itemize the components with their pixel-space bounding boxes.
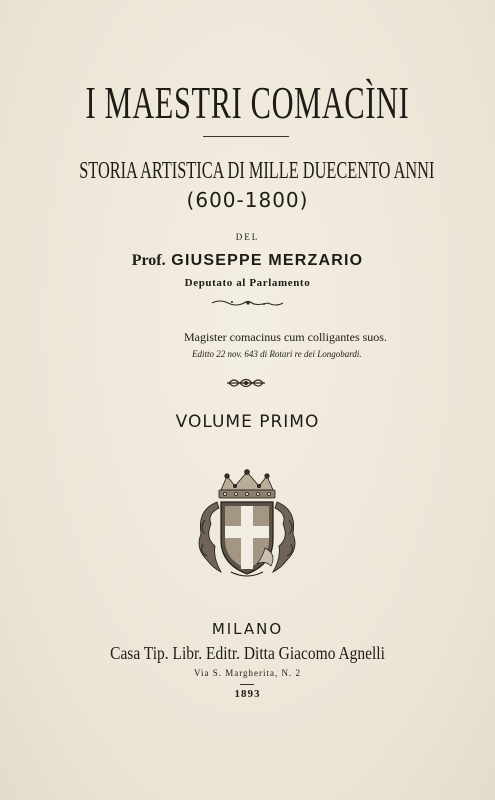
title-rule (203, 136, 289, 137)
imprint-address: Via S. Margherita, N. 2 (193, 668, 302, 678)
author-line (0, 252, 495, 270)
year-rule (240, 684, 254, 685)
date-range: (600-1800) (186, 188, 309, 212)
book-subtitle: STORIA ARTISTICA DI MILLE DUECENTO ANNI (79, 158, 435, 184)
imprint-city: MILANO (211, 620, 284, 638)
author-name: GIUSEPPE MERZARIO (171, 252, 364, 269)
motto-source: Editto 22 nov. 643 di Rotari re dei Longobardi. (192, 349, 362, 359)
motto-text: Magister comacinus cum colligantes suos. (184, 330, 387, 344)
author-role: Deputato al Parlamento (184, 277, 311, 289)
imprint-year: 1893 (234, 688, 261, 700)
author-preposition: DEL (235, 232, 260, 242)
coat-of-arms-icon (191, 468, 303, 580)
fleuron-icon (226, 375, 266, 391)
imprint-publisher: Casa Tip. Libr. Editr. Ditta Giacomo Agnelli (110, 643, 385, 663)
volume-label: VOLUME PRIMO (175, 412, 320, 432)
author-prefix: Prof. (131, 252, 166, 269)
book-title: I MAESTRI COMACÌNI (85, 77, 410, 128)
small-ornament-icon (210, 298, 285, 308)
